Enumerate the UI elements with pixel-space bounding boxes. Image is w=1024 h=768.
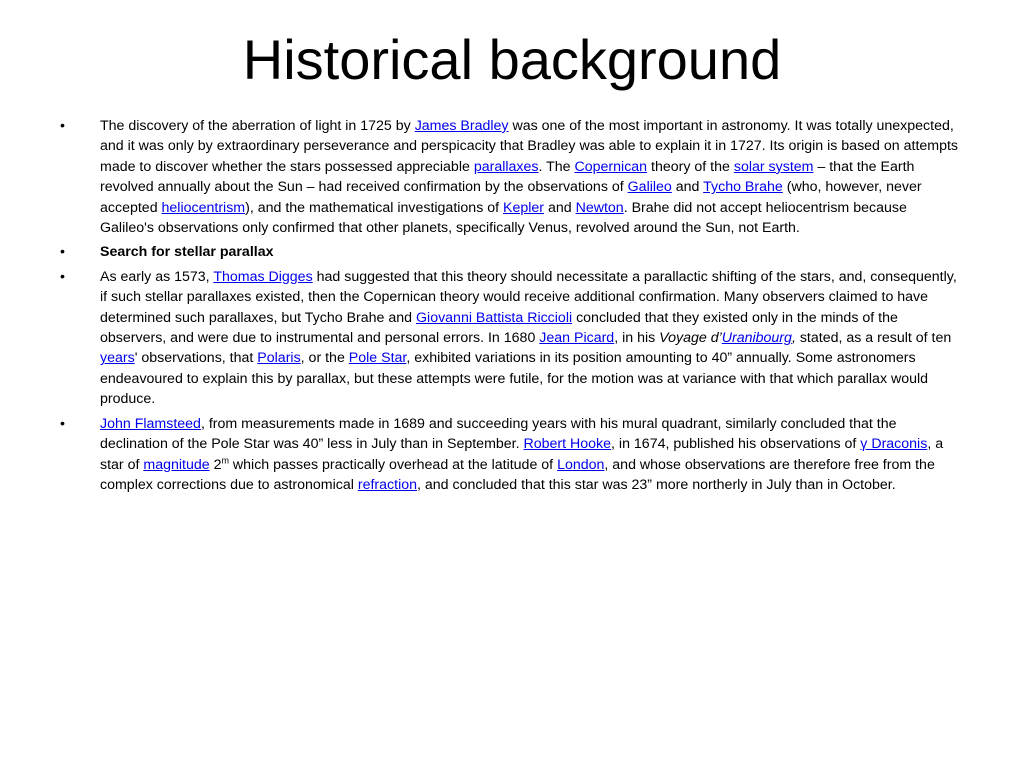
bullet-marker: • bbox=[60, 415, 65, 432]
text-run: , and concluded that this star was 23” more northerly in July than in October. bbox=[417, 476, 896, 493]
text-run: concluded that they existed only in the minds of the observers, and were due to instrumental and personal errors. In 1680 bbox=[100, 309, 898, 347]
inline-link[interactable]: Newton bbox=[575, 199, 624, 216]
inline-link[interactable]: Uranibourg bbox=[721, 330, 792, 347]
text-run: stated, as a result of ten bbox=[795, 330, 952, 347]
text-run: (who, however, never accepted bbox=[100, 179, 922, 216]
bullet-list bbox=[60, 116, 964, 499]
bullet-marker: • bbox=[60, 118, 65, 134]
inline-link[interactable]: refraction bbox=[357, 476, 417, 493]
inline-link[interactable]: Pole Star bbox=[348, 350, 407, 367]
text-run: which passes practically overhead at the latitude of bbox=[228, 456, 558, 473]
bullet-text bbox=[100, 244, 274, 260]
bullet-item bbox=[60, 242, 964, 262]
text-run: had suggested that this theory should necessitate a parallactic shifting of the stars, and, consequently, if such stellar parallaxes existed, then the Copernican theory would receive additional confirmation. Many observers claimed to have determined such parallaxes, but Tycho Brahe and bbox=[100, 268, 957, 326]
inline-link[interactable]: Thomas Digges bbox=[213, 268, 313, 285]
text-run: As early as 1573, bbox=[100, 268, 214, 285]
inline-link[interactable]: γ Draconis bbox=[860, 436, 928, 453]
inline-link[interactable]: Tycho Brahe bbox=[703, 179, 783, 196]
text-run: Voyage d’ bbox=[659, 330, 722, 347]
bullet-item bbox=[60, 414, 964, 496]
text-run: , a star of bbox=[100, 436, 944, 473]
inline-link[interactable]: John Flamsteed bbox=[100, 415, 201, 432]
bullet-heading: Search for stellar parallax bbox=[100, 244, 274, 261]
inline-link[interactable]: Copernican bbox=[574, 158, 648, 175]
bullet-text bbox=[100, 118, 958, 236]
inline-link[interactable]: solar system bbox=[733, 158, 814, 175]
text-run: ), and the mathematical investigations of bbox=[245, 199, 504, 216]
text-run: , and whose observations are therefore free from the complex corrections due to astronomical bbox=[100, 456, 935, 493]
text-run: , exhibited variations in its position amounting to 40” annually. Some astronomers endeavoured to explain this by parallax, but these attempts were futile, for the motion was at variance with that which parallax would produce. bbox=[100, 350, 929, 408]
inline-link[interactable]: Galileo bbox=[627, 179, 672, 196]
bullet-item bbox=[60, 267, 964, 410]
inline-link[interactable]: James Bradley bbox=[414, 118, 509, 134]
inline-link[interactable]: Giovanni Battista Riccioli bbox=[416, 309, 573, 326]
text-run: was one of the most important in astronomy. It was totally unexpected, and it was only by extraordinary perseverance and perspicacity that Bradley was able to explain it in 1727. Its origin is based on attempts made to discover whether the stars possessed appreciable bbox=[100, 118, 959, 175]
inline-link[interactable]: Robert Hooke bbox=[523, 436, 612, 453]
bullet-marker: • bbox=[60, 268, 65, 285]
text-run: ' observations, that bbox=[134, 350, 258, 367]
bullet-text bbox=[100, 269, 957, 407]
superscript: m bbox=[221, 454, 229, 465]
text-run: , or the bbox=[300, 350, 349, 367]
bullet-text bbox=[100, 416, 943, 493]
text-run: . The bbox=[538, 158, 575, 175]
slide-title: Historical background bbox=[242, 28, 782, 91]
inline-link[interactable]: parallaxes bbox=[473, 158, 539, 175]
inline-link[interactable]: years bbox=[100, 350, 135, 367]
bullet-item bbox=[60, 116, 964, 238]
inline-link[interactable]: Kepler bbox=[503, 199, 545, 216]
inline-link[interactable]: Jean Picard bbox=[539, 330, 615, 347]
text-run: . Brahe did not accept heliocentrism because Galileo's observations only confirmed that other planets, specifically Venus, revolved around the Sun, not Earth. bbox=[100, 199, 907, 237]
text-run: and bbox=[544, 199, 576, 216]
inline-link[interactable]: London bbox=[557, 456, 605, 473]
inline-link[interactable]: heliocentrism bbox=[161, 199, 246, 216]
text-run: , from measurements made in 1689 and succeeding years with his mural quadrant, similarly concluded that the declination of the Pole Star was 40” less in July than in September. bbox=[100, 415, 897, 453]
text-run: – that the Earth revolved annually about the Sun – had received confirmation by the observations of bbox=[100, 158, 915, 196]
text-run: theory of the bbox=[647, 158, 734, 175]
bullet-marker: • bbox=[60, 244, 65, 261]
text-run: , bbox=[791, 330, 796, 347]
text-run: and bbox=[671, 179, 704, 196]
text-run: , in his bbox=[614, 330, 660, 347]
text-run: The discovery of the aberration of light in 1725 by bbox=[100, 118, 415, 134]
inline-link[interactable]: magnitude bbox=[143, 456, 210, 473]
text-run: 2 bbox=[209, 456, 222, 473]
inline-link[interactable]: Polaris bbox=[257, 350, 301, 367]
text-run: , in 1674, published his observations of bbox=[611, 436, 861, 453]
